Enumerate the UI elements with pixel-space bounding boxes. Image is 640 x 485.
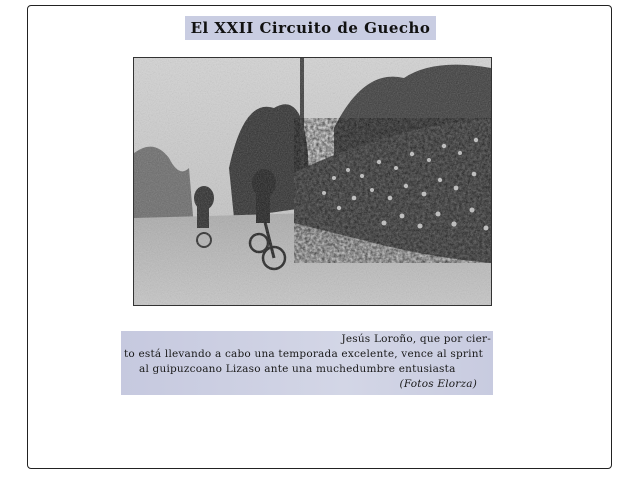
headline-box (185, 16, 436, 40)
caption-line-2: to está llevando a cabo una temporada excelente, vence al sprint (124, 348, 484, 360)
photo-credit: (Fotos Elorza) (399, 378, 477, 390)
photo-caption (121, 331, 493, 395)
caption-line-1: Jesús Loroño, que por cier- (341, 333, 491, 345)
race-photo (133, 57, 492, 306)
caption-line-3: al guipuzcoano Lizaso ante una muchedumbre entusiasta (139, 363, 456, 375)
cycling-sprint-photo-image (134, 58, 491, 305)
headline: El XXII Circuito de Guecho (190, 19, 431, 37)
